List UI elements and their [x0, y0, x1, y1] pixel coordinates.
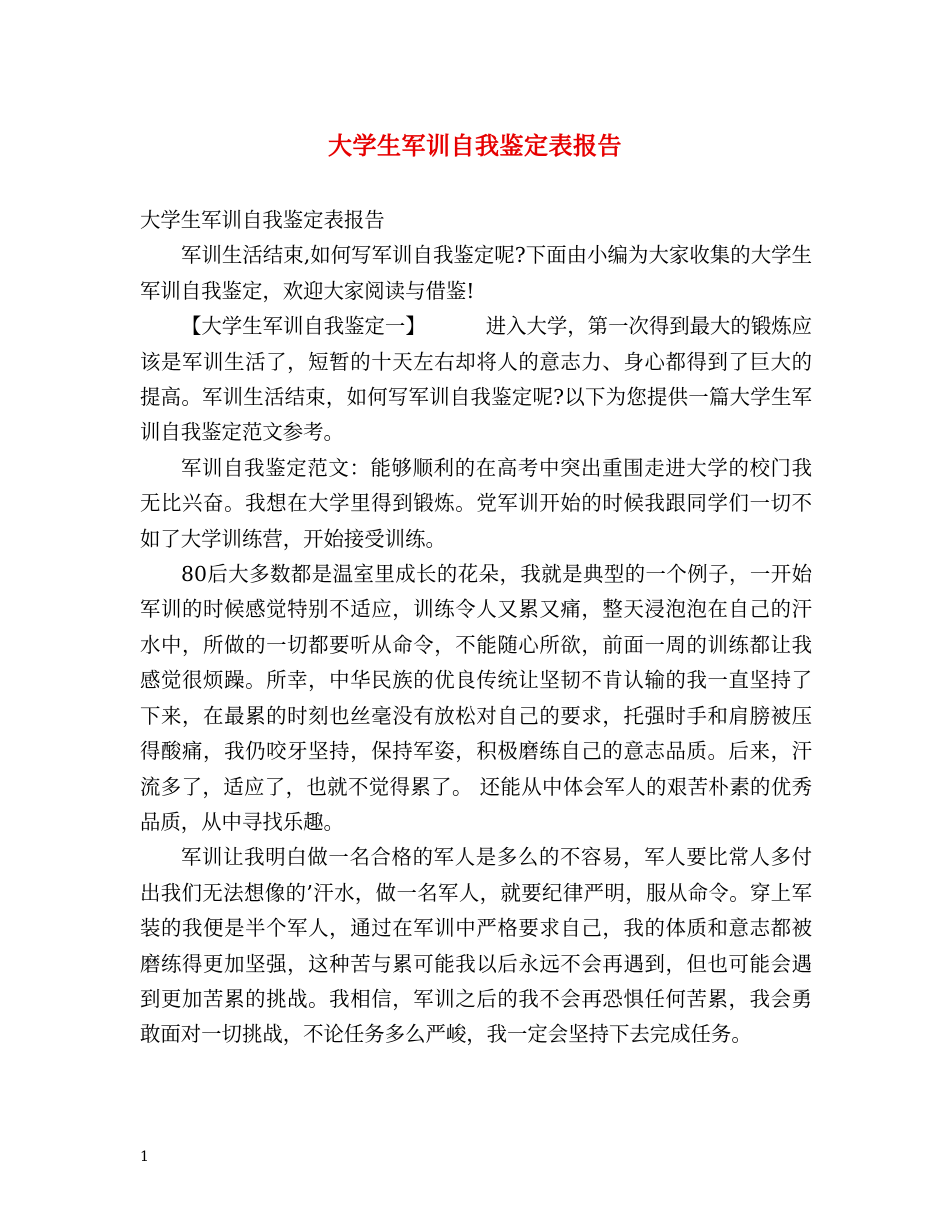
section1-paragraph — [140, 309, 812, 451]
paragraph-3: 80后大多数都是温室里成长的花朵，我就是典型的一个例子，一开始军训的时候感觉特别不适应，训练令人又累又痛，整天浸泡泡在自己的汗水中，所做的一切都要听从命令，不能随心所欲，前面一周的训练都让我感觉很烦躁。所幸，中华民族的优良传统让坚韧不肯认输的我一直坚持了下来，在最累的时刻也丝毫没有放松对自己的要求，托强时手和肩膀被压得酸痛，我仍咬牙坚持，保持军姿，积极磨练自己的意志品质。后来，汗流多了，适应了，也就不觉得累了。 还能从中体会军人的艰苦朴素的优秀品质，从中寻找乐趣。 — [140, 562, 812, 834]
section1-text: 进入大学，第一次得到最大的锻炼应该是军训生活了，短暂的十天左右却将人的意志力、身心都得到了巨大的提高。军训生活结束，如何写军训自我鉴定呢?以下为您提供一篇大学生军训自我鉴定范文参考。 — [140, 314, 813, 445]
paragraph-4: 军训让我明白做一名合格的军人是多么的不容易，军人要比常人多付出我们无法想像的’汗水，做一名军人，就要纪律严明，服从命令。穿上军装的我便是半个军人，通过在军训中严格要求自己，我的体质和意志都被磨练得更加坚强，这种苦与累可能我以后永远不会再遇到，但也可能会遇到更加苦累的挑战。我相信，军训之后的我不会再恐惧任何苦累，我会勇敢面对一切挑战，不论任务多么严峻，我一定会坚持下去完成任务。 — [140, 845, 812, 1047]
subtitle: 大学生军训自我鉴定表报告 — [140, 208, 385, 232]
intro-paragraph: 军训生活结束,如何写军训自我鉴定呢?下面由小编为大家收集的大学生军训自我鉴定，欢迎大家阅读与借鉴! — [140, 243, 812, 303]
section1-heading: 【大学生军训自我鉴定一】 — [181, 314, 426, 339]
document-body — [140, 203, 812, 1053]
document-title: 大学生军训自我鉴定表报告 — [328, 131, 622, 160]
paragraph-2: 军训自我鉴定范文：能够顺利的在高考中突出重围走进大学的校门我无比兴奋。我想在大学里得到锻炼。党军训开始的时候我跟同学们一切不如了大学训练营，开始接受训练。 — [140, 455, 812, 551]
page-number: 1 — [140, 1149, 149, 1165]
